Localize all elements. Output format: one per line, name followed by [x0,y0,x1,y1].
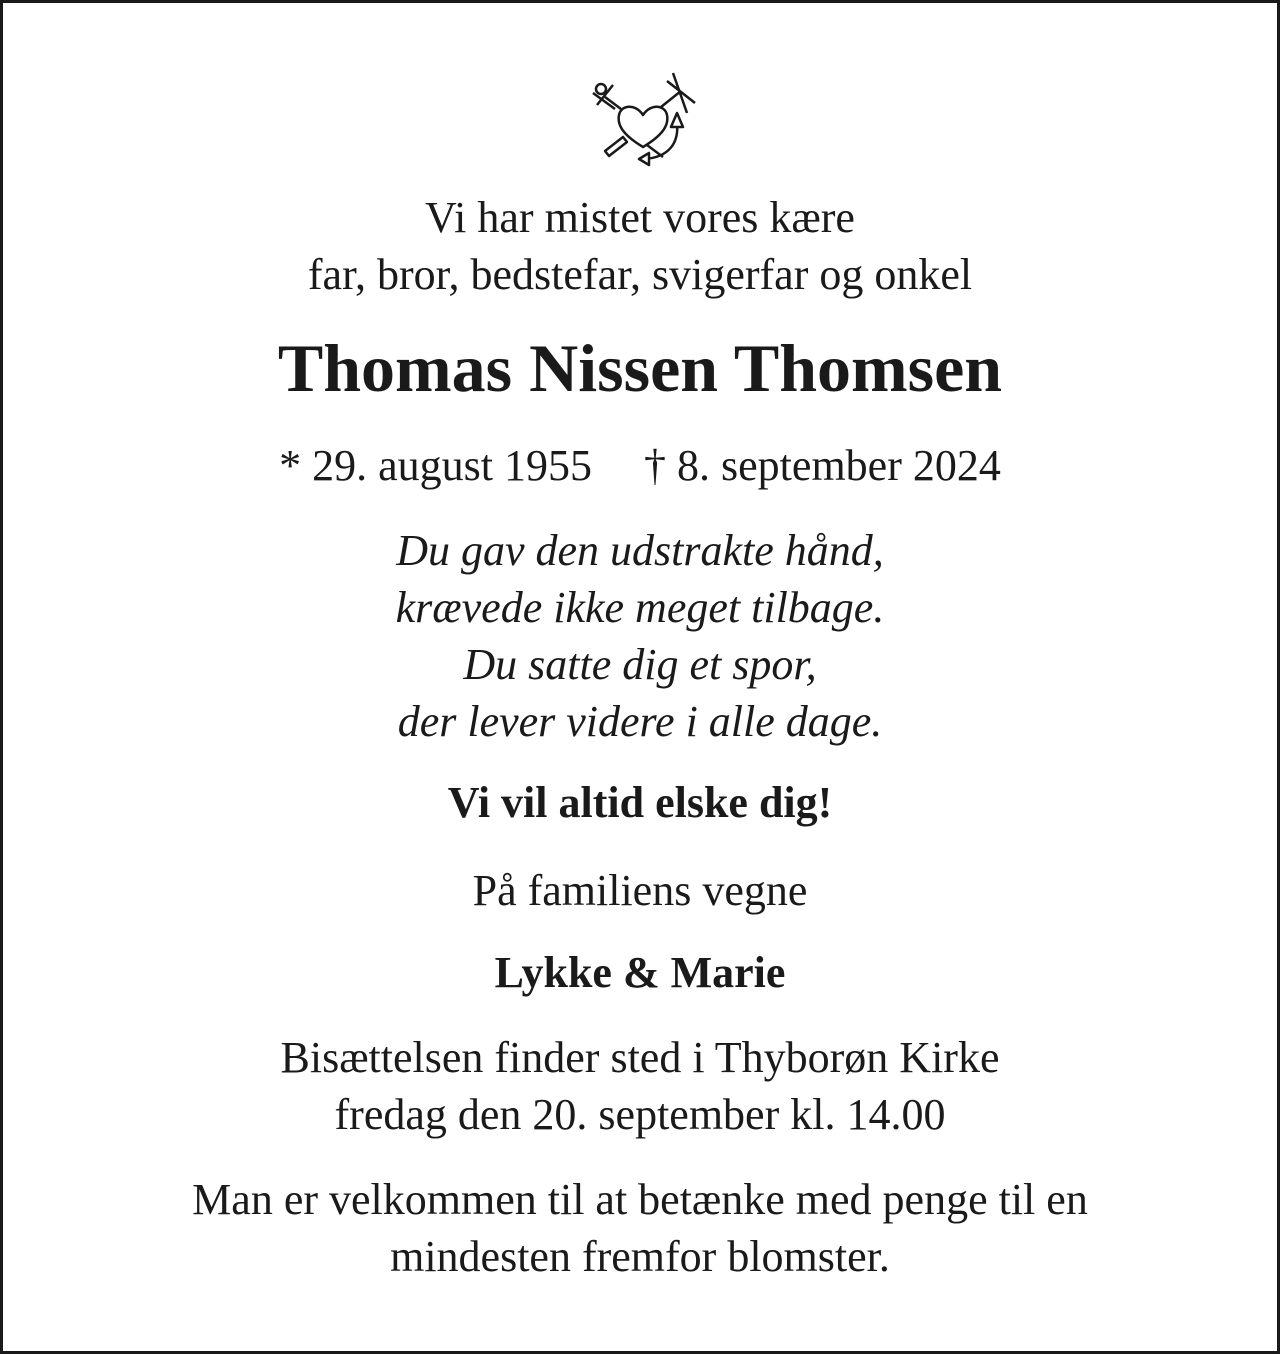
faith-hope-charity-icon [583,63,703,173]
intro-line: far, bror, bedstefar, svigerfar og onkel [307,250,973,299]
birth-date: * 29. august 1955 [279,441,593,490]
verse-line: der lever videre i alle dage. [397,697,883,746]
intro-line: Vi har mistet vores kære [425,193,855,242]
verse-line: krævede ikke meget tilbage. [395,583,885,632]
love-line: Vi vil altid elske dig! [447,778,833,827]
dates [3,441,1277,491]
donation-line: mindesten fremfor blomster. [390,1232,890,1281]
death-date: † 8. september 2024 [644,441,1001,490]
donation-line: Man er velkommen til at betænke med penge til en [192,1175,1088,1224]
signers: Lykke & Marie [494,948,786,997]
funeral-line: fredag den 20. september kl. 14.00 [334,1090,946,1139]
verse-line: Du satte dig et spor, [463,640,817,689]
funeral-line: Bisættelsen finder sted i Thyborøn Kirke [280,1033,1000,1082]
verse-line: Du gav den udstrakte hånd, [396,526,884,575]
on-behalf-line: På familiens vegne [472,866,808,915]
deceased-name: Thomas Nissen Thomsen [277,330,1003,406]
